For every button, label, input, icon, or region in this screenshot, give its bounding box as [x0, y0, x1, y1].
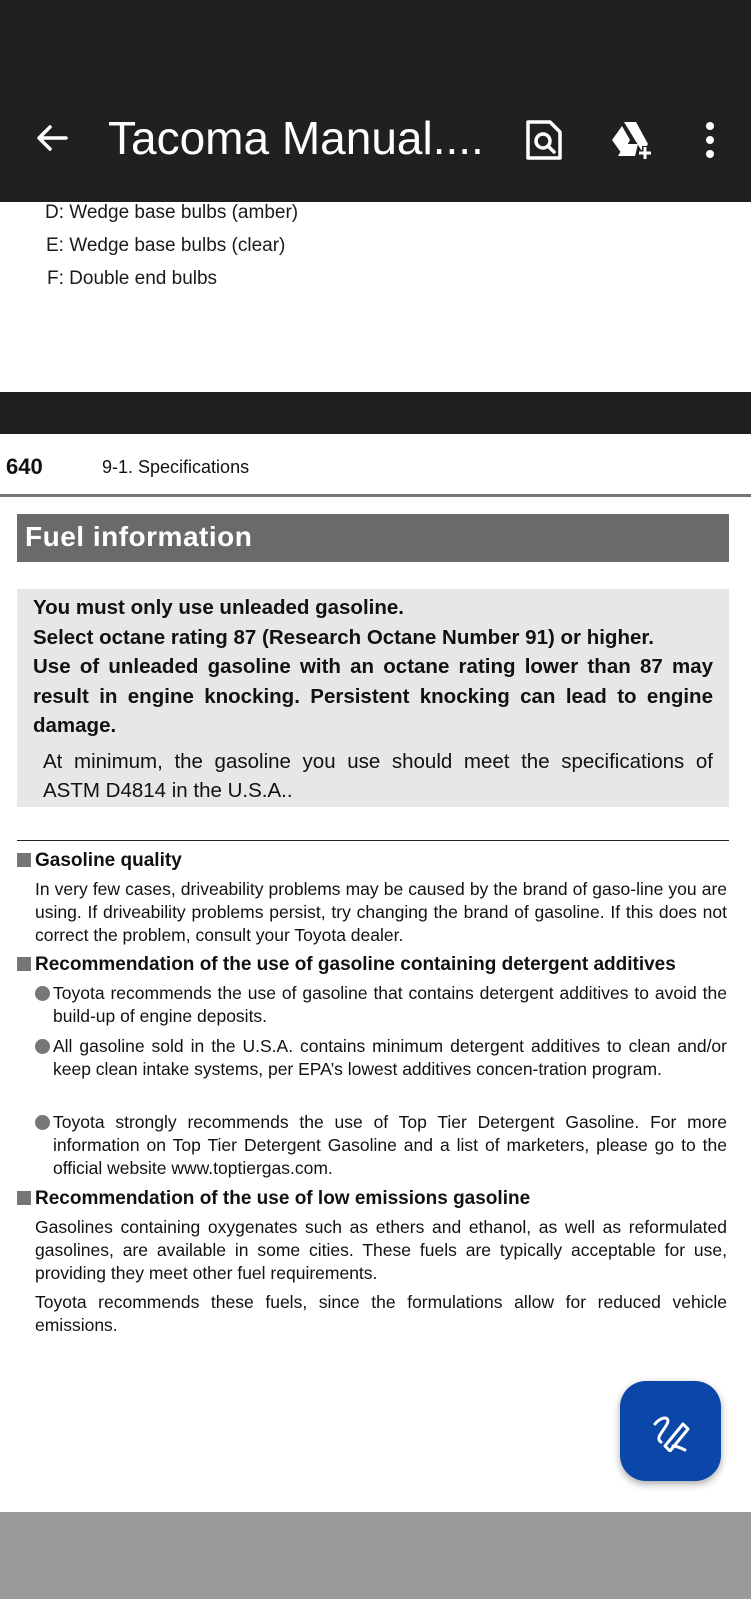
page-separator — [0, 392, 751, 434]
document-title: Tacoma Manual.... — [108, 112, 484, 164]
notice-box — [17, 589, 729, 807]
header-divider — [0, 494, 751, 497]
previous-page — [0, 202, 751, 392]
pdf-page — [0, 434, 751, 1512]
square-marker-icon — [17, 853, 31, 867]
heading-text: Gasoline quality — [35, 850, 182, 871]
list-item: F: Double end bulbs — [47, 268, 218, 289]
annotate-button[interactable] — [620, 1381, 721, 1481]
gasoline-quality-text: In very few cases, driveability problems may be caused by the brand of gaso-line you are using. If driveability problems persist, try changing the brand of gasoline. If this does not correct the problem, consult your Toyota dealer. — [35, 879, 727, 945]
section-title: Fuel information — [17, 514, 729, 562]
heading-text: Recommendation of the use of low emissions gasoline — [35, 1188, 531, 1209]
add-to-drive-icon[interactable] — [610, 118, 654, 162]
square-marker-icon — [17, 1191, 31, 1205]
annotate-pen-icon — [651, 1412, 691, 1452]
notice-strong-line: Use of unleaded gasoline with an octane rating lower than 87 may result in engine knocking. Persistent knocking can lead to engine damage. — [33, 655, 713, 737]
notice-strong-line: Select octane rating 87 (Research Octane Number 91) or higher. — [33, 625, 654, 649]
page-section-label: 9-1. Specifications — [102, 457, 250, 477]
bottom-area — [0, 1512, 751, 1599]
heading-detergent-additives — [17, 954, 676, 976]
list-item — [35, 982, 727, 1028]
more-vert-icon[interactable] — [700, 118, 720, 162]
page-number: 640 — [6, 454, 43, 479]
back-arrow-icon[interactable] — [32, 118, 72, 158]
app-bar — [0, 0, 751, 202]
bullet-icon — [35, 986, 50, 1001]
low-emissions-text: Toyota recommends these fuels, since the formulations allow for reduced vehicle emissions. — [35, 1292, 727, 1335]
section-divider — [17, 840, 729, 841]
heading-text: Recommendation of the use of gasoline containing detergent additives — [35, 954, 676, 975]
heading-gasoline-quality — [17, 850, 182, 872]
square-marker-icon — [17, 957, 31, 971]
bullet-icon — [35, 1115, 50, 1130]
notice-strong-line: You must only use unleaded gasoline. — [33, 596, 404, 619]
find-in-page-icon[interactable] — [522, 118, 566, 162]
list-item: D: Wedge base bulbs (amber) — [45, 202, 299, 223]
bullet-text: All gasoline sold in the U.S.A. contains minimum detergent additives to clean and/or keep clean intake systems, per EPA’s lowest additives concen-tration program. — [53, 1036, 727, 1079]
bullet-text: Toyota strongly recommends the use of Top Tier Detergent Gasoline. For more information on Top Tier Detergent Gasoline and a list of marketers, please go to the official website www.toptiergas.com. — [53, 1112, 727, 1178]
notice-plain-text: At minimum, the gasoline you use should meet the specifications of ASTM D4814 in the U.S.A.. — [43, 749, 713, 802]
bullet-icon — [35, 1039, 50, 1054]
list-item — [35, 1035, 727, 1081]
heading-low-emissions — [17, 1188, 530, 1210]
list-item: E: Wedge base bulbs (clear) — [46, 235, 286, 256]
bullet-text: Toyota recommends the use of gasoline that contains detergent additives to avoid the build-up of engine deposits. — [53, 983, 727, 1026]
list-item — [35, 1111, 727, 1180]
low-emissions-text: Gasolines containing oxygenates such as ethers and ethanol, as well as reformulated gasolines, are available in some cities. These fuels are typically acceptable for use, providing they meet other fuel requirements. — [35, 1217, 727, 1283]
